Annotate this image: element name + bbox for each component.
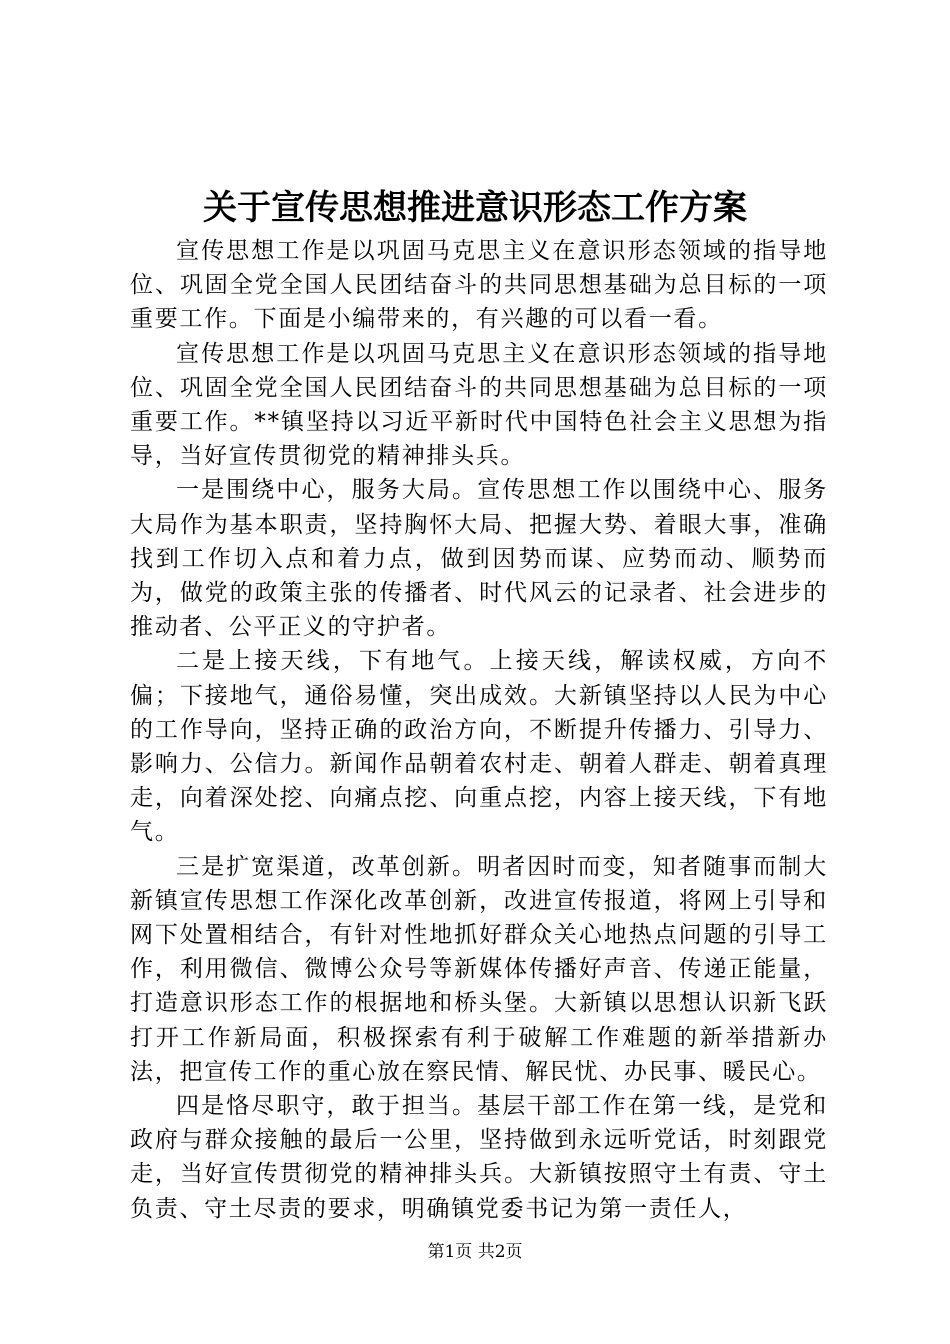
document-body xyxy=(130,234,828,1226)
paragraph-point-one: 一是围绕中心，服务大局。宣传思想工作以围绕中心、服务大局作为基本职责，坚持胸怀大局、把握大势、着眼大事，准确找到工作切入点和着力点，做到因势而谋、应势而动、顺势而为，做党的政策主张的传播者、时代风云的记录者、社会进步的推动者、公平正义的守护者。 xyxy=(130,477,828,641)
paragraph-overview: 宣传思想工作是以巩固马克思主义在意识形态领域的指导地位、巩固全党全国人民团结奋斗的共同思想基础为总目标的一项重要工作。**镇坚持以习近平新时代中国特色社会主义思想为指导，当好宣传贯彻党的精神排头兵。 xyxy=(130,340,828,470)
paragraph-point-three: 三是扩宽渠道，改革创新。明者因时而变，知者随事而制大新镇宣传思想工作深化改革创新，改进宣传报道，将网上引导和网下处置相结合，有针对性地抓好群众关心地热点问题的引导工作，利用微信、微博公众号等新媒体传播好声音、传递正能量，打造意识形态工作的根据地和桥头堡。大新镇以思想认识新飞跃打开工作新局面，积极探索有利于破解工作难题的新举措新办法，把宣传工作的重心放在察民情、解民忧、办民事、暖民心。 xyxy=(130,853,828,1085)
document-title: 关于宣传思想推进意识形态工作方案 xyxy=(203,188,747,228)
page-number-footer: 第1页 共2页 xyxy=(427,1242,523,1262)
paragraph-intro: 宣传思想工作是以巩固马克思主义在意识形态领域的指导地位、巩固全党全国人民团结奋斗的共同思想基础为总目标的一项重要工作。下面是小编带来的，有兴趣的可以看一看。 xyxy=(130,238,828,333)
paragraph-point-two: 二是上接天线，下有地气。上接天线，解读权威，方向不偏；下接地气，通俗易懂，突出成效。大新镇坚持以人民为中心的工作导向，坚持正确的政治方向，不断提升传播力、引导力、影响力、公信力。新闻作品朝着农村走、朝着人群走、朝着真理走，向着深处挖、向痛点挖、向重点挖，内容上接天线，下有地气。 xyxy=(130,648,828,846)
paragraph-point-four: 四是恪尽职守，敢于担当。基层干部工作在第一线，是党和政府与群众接触的最后一公里，坚持做到永远听党话，时刻跟党走，当好宣传贯彻党的精神排头兵。大新镇按照守土有责、守土负责、守土尽责的要求，明确镇党委书记为第一责任人， xyxy=(130,1093,828,1222)
